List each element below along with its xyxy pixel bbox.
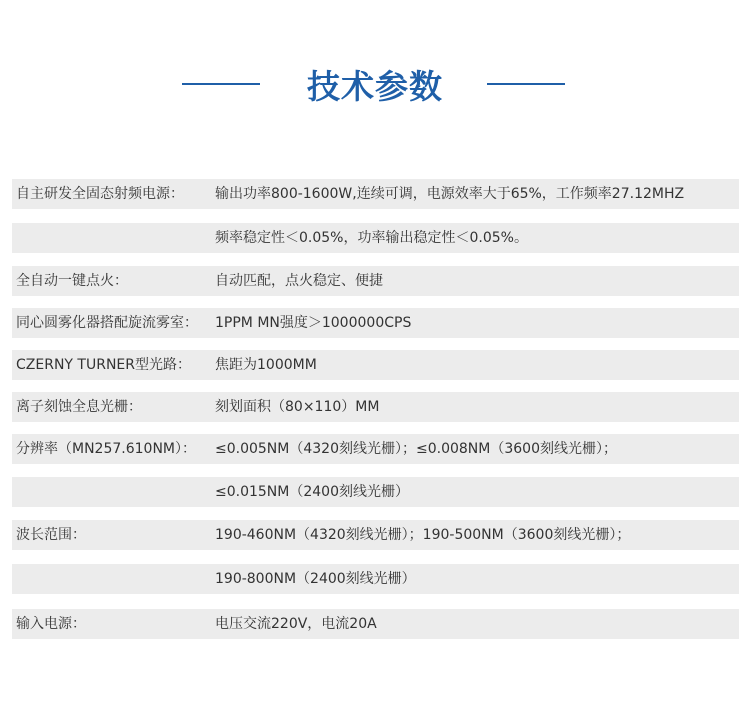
spec-value: 刻划面积（80×110）MM <box>215 399 380 415</box>
spec-value: 焦距为1000MM <box>215 357 317 373</box>
spec-row-rf-power <box>12 179 739 209</box>
spec-row-input-power <box>12 609 739 639</box>
spec-value: 输出功率800-1600W,连续可调，电源效率大于65%，工作频率27.12MHZ <box>215 186 685 202</box>
spec-row-wavelength <box>12 520 739 550</box>
spec-label: 离子刻蚀全息光栅： <box>16 399 142 415</box>
spec-label: 分辨率（MN257.610NM）： <box>16 441 196 457</box>
spec-value: 自动匹配，点火稳定、便捷 <box>215 273 383 289</box>
spec-label: 波长范围： <box>16 527 86 543</box>
spec-label: 全自动一键点火： <box>16 273 128 289</box>
title-rule-right <box>487 83 565 85</box>
spec-label: CZERNY TURNER型光路： <box>16 357 191 373</box>
spec-value: 190-800NM（2400刻线光栅） <box>215 571 416 587</box>
page-title: 技术参数 <box>307 67 443 106</box>
spec-value: ≤0.015NM（2400刻线光栅） <box>215 484 409 500</box>
spec-value: 190-460NM（4320刻线光栅）；190-500NM（3600刻线光栅）； <box>215 527 631 543</box>
spec-value: 频率稳定性＜0.05%，功率输出稳定性＜0.05%。 <box>215 230 528 246</box>
spec-label: 输入电源： <box>16 616 86 632</box>
section-header <box>0 55 750 115</box>
spec-label: 同心圆雾化器搭配旋流雾室： <box>16 315 198 331</box>
spec-row-rf-stability <box>12 223 739 253</box>
spec-value: 电压交流220V，电流20A <box>215 616 377 632</box>
spec-row-ignition <box>12 266 739 296</box>
spec-row-grating <box>12 392 739 422</box>
spec-row-nebulizer <box>12 308 739 338</box>
spec-row-optics <box>12 350 739 380</box>
spec-row-wavelength-cont <box>12 564 739 594</box>
spec-label: 自主研发全固态射频电源： <box>16 186 184 202</box>
spec-value: ≤0.005NM（4320刻线光栅）；≤0.008NM（3600刻线光栅）； <box>215 441 617 457</box>
spec-row-resolution-cont <box>12 477 739 507</box>
spec-row-resolution <box>12 434 739 464</box>
spec-value: 1PPM MN强度＞1000000CPS <box>215 315 412 331</box>
